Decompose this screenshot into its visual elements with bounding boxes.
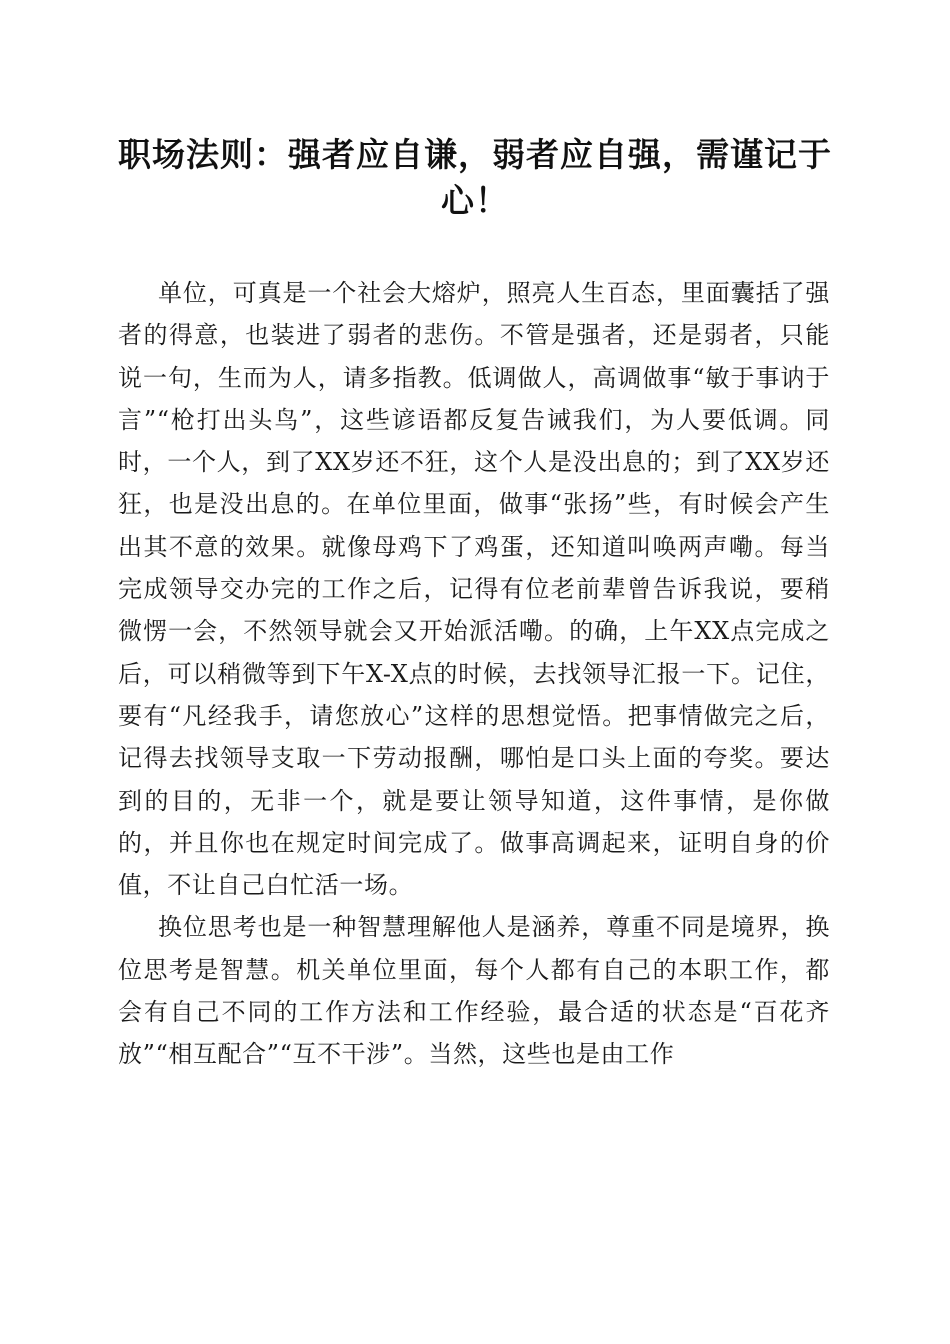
paragraph-1: 单位，可真是一个社会大熔炉，照亮人生百态，里面囊括了强者的得意，也装进了弱者的悲伤。不管是强者，还是弱者，只能说一句，生而为人，请多指教。低调做人，高调做事“敏于事讷于言”“枪打出头鸟”，这些谚语都反复告诫我们，为人要低调。同时，一个人，到了XX岁还不狂，这个人是没出息的；到了XX岁还狂，也是没出息的。在单位里面，做事“张扬”些，有时候会产生出其不意的效果。就像母鸡下了鸡蛋，还知道叫唤两声嘞。每当完成领导交办完的工作之后，记得有位老前辈曾告诉我说，要稍微愣一会，不然领导就会又开始派活嘞。的确，上午XX点完成之后，可以稍微等到下午X-X点的时候，去找领导汇报一下。记住，要有“凡经我手，请您放心”这样的思想觉悟。把事情做完之后，记得去找领导支取一下劳动报酬，哪怕是口头上面的夸奖。要达到的目的，无非一个，就是要让领导知道，这件事情，是你做的，并且你也在规定时间完成了。做事高调起来，证明自身的价值，不让自己白忙活一场。 bbox=[118, 279, 830, 900]
paragraph-2: 换位思考也是一种智慧理解他人是涵养，尊重不同是境界，换位思考是智慧。机关单位里面，每个人都有自己的本职工作，都会有自己不同的工作方法和工作经验，最合适的状态是“百花齐放”“相互配合”“互不干涉”。当然，这些也是由工作 bbox=[118, 913, 830, 1069]
document-body bbox=[118, 272, 830, 1076]
document-title: 职场法则：强者应自谦，弱者应自强，需谨记于心！ bbox=[118, 135, 832, 220]
